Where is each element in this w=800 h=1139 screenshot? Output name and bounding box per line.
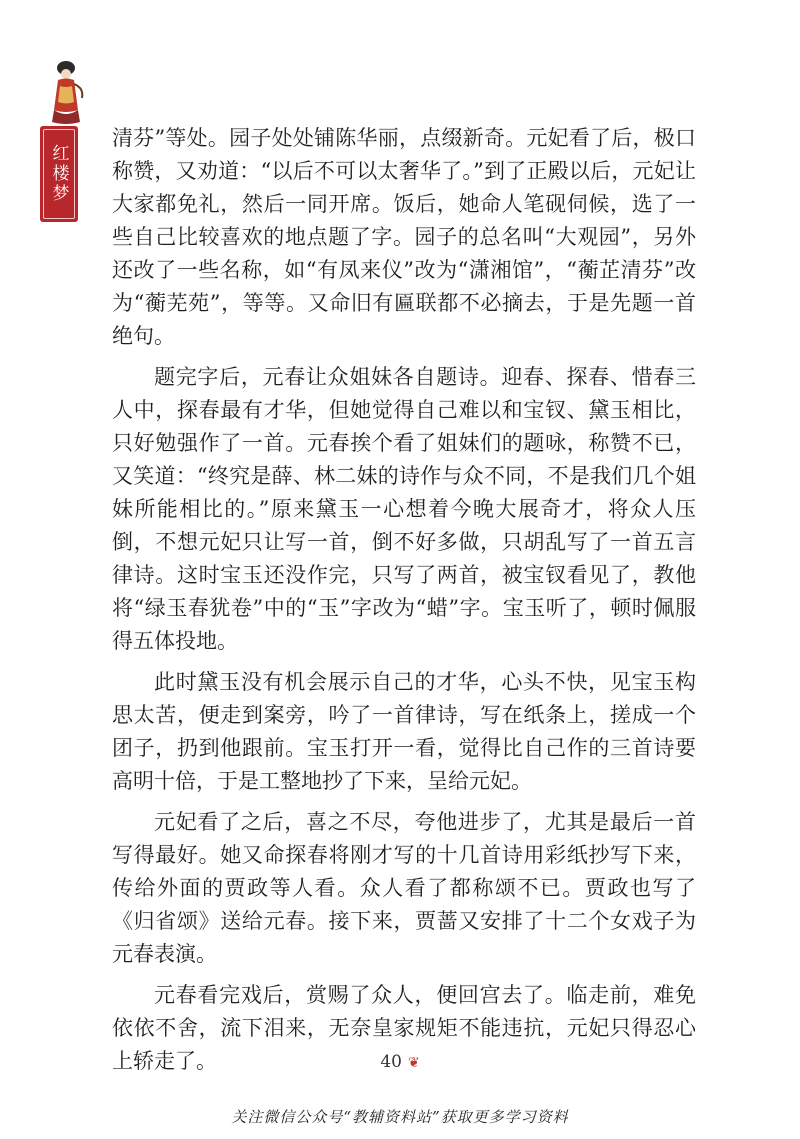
page-number-value: 40: [380, 1052, 402, 1072]
page-number: [0, 1052, 800, 1072]
paragraph: 题完字后，元春让众姐妹各自题诗。迎春、探春、惜春三人中，探春最有才华，但她觉得自己难以和宝钗、黛玉相比，只好勉强作了一首。元春挨个看了姐妹们的题咏，称赞不已，又笑道：“终究是薛、林二妹的诗作与众不同，不是我们几个姐妹所能相比的。”原来黛玉一心想着今晚大展奇才，将众人压倒，不想元妃只让写一首，倒不好多做，只胡乱写了一首五言律诗。这时宝玉还没作完，只写了两首，被宝钗看见了，教他将“绿玉春犹卷”中的“玉”字改为“蜡”字。宝玉听了，顿时佩服得五体投地。: [112, 365, 696, 653]
flower-icon: ❦: [407, 1055, 420, 1071]
paragraph: 元春看完戏后，赏赐了众人，便回宫去了。临走前，难免依依不舍，流下泪来，无奈皇家规矩不能违抗，元妃只得忍心上轿走了。: [112, 983, 696, 1073]
body-text: [112, 122, 696, 1086]
lady-figure-illustration: [44, 58, 90, 128]
paragraph: 元妃看了之后，喜之不尽，夸他进步了，尤其是最后一首写得最好。她又命探春将刚才写的十几首诗用彩纸抄写下来，传给外面的贾政等人看。众人看了都称颂不已。贾政也写了《归省颂》送给元春。接下来，贾蔷又安排了十二个女戏子为元春表演。: [112, 810, 696, 966]
chapter-side-tab: [40, 126, 78, 222]
paragraph: 此时黛玉没有机会展示自己的才华，心头不快，见宝玉构思太苦，便走到案旁，吟了一首律诗，写在纸条上，搓成一个团子，扔到他跟前。宝玉打开一看，觉得比自己作的三首诗要高明十倍，于是工整地抄了下来，呈给元妃。: [112, 670, 696, 793]
paragraph: 清芬”等处。园子处处铺陈华丽，点缀新奇。元妃看了后，极口称赞，又劝道：“以后不可以太奢华了。”到了正殿以后，元妃让大家都免礼，然后一同开席。饭后，她命人笔砚伺候，选了一些自己比较喜欢的地点题了字。园子的总名叫“大观园”，另外还改了一些名称，如“有凤来仪”改为“潇湘馆”，“蘅芷清芬”改为“蘅芜苑”，等等。又命旧有匾联都不必摘去，于是先题一首绝句。: [112, 126, 696, 348]
side-tab-frame: [43, 129, 75, 219]
book-title-label: 红楼梦: [48, 144, 69, 204]
footer-note: 关注微信公众号“教辅资料站”获取更多学习资料: [231, 1108, 569, 1126]
